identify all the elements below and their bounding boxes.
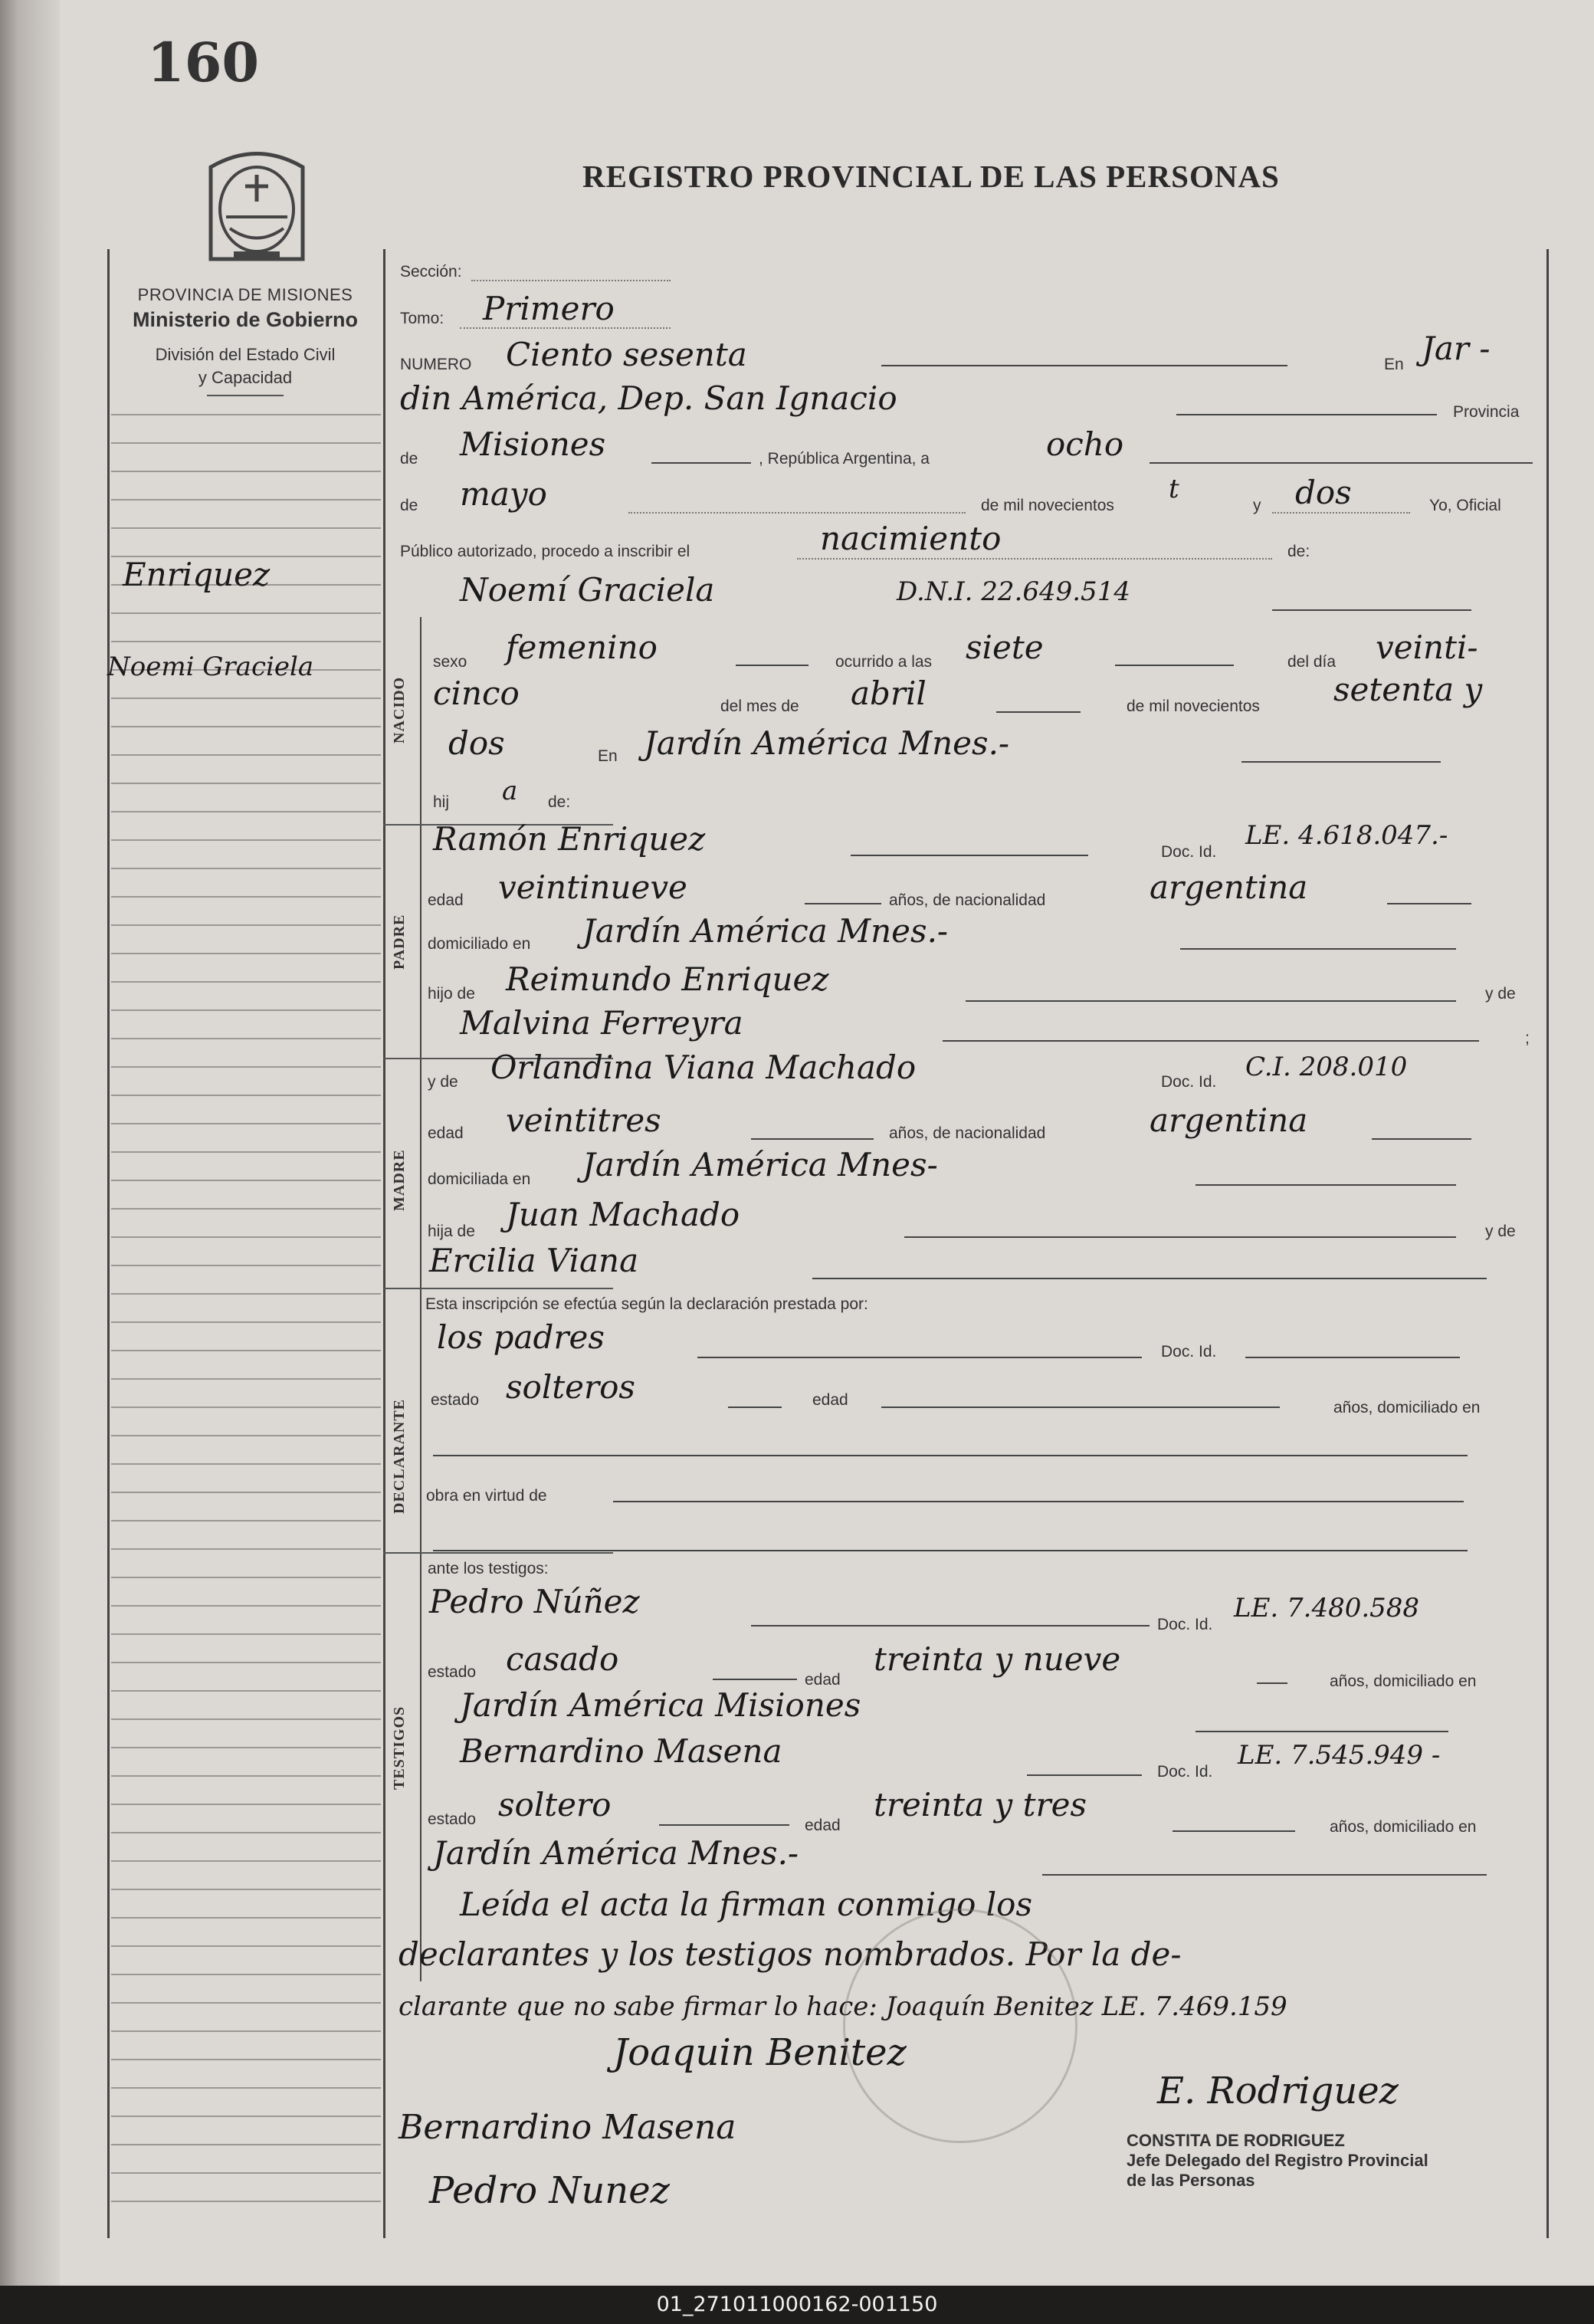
margin-rule-line (111, 1917, 381, 1919)
margin-rule-line (111, 1293, 381, 1295)
stamp-line2: Jefe Delegado del Registro Provincial (1127, 2151, 1428, 2170)
section-label-declarante: DECLARANTE (391, 1398, 408, 1514)
madre-dom-value: Jardín América Mnes- (582, 1146, 938, 1183)
margin-rule-line (111, 811, 381, 812)
hij-label: hij (433, 793, 450, 811)
header-underline (207, 395, 284, 396)
madre-hija-label: hija de (428, 1223, 475, 1240)
t2-estado-value: soltero (498, 1786, 612, 1823)
de-label-2: de (400, 497, 418, 514)
margin-rule-line (111, 1407, 381, 1408)
padre-padre-value: Reimundo Enriquez (506, 960, 829, 998)
numero-value: Ciento sesenta (506, 336, 747, 373)
t2-doc-value: LE. 7.545.949 - (1238, 1740, 1441, 1771)
margin-rule-line (111, 1662, 381, 1663)
margin-rule-line (111, 1378, 381, 1380)
padre-edad-label: edad (428, 891, 464, 909)
padre-nac-value: argentina (1150, 868, 1308, 906)
margin-note-given: Noemi Graciela (107, 652, 314, 682)
margin-rule-line (111, 1860, 381, 1862)
t1-estado-label: estado (428, 1663, 477, 1681)
cierre-line2: declarantes y los testigos nombrados. Por la de- (398, 1935, 1182, 1973)
signature-pedro: Pedro Nunez (429, 2169, 670, 2212)
ano-dos-value: dos (1295, 474, 1352, 511)
de-mil-label-2: de mil novecientos (1127, 698, 1260, 715)
padre-madre-value: Malvina Ferreyra (460, 1004, 743, 1042)
tomo-label: Tomo: (400, 310, 444, 327)
padre-dom-value: Jardín América Mnes.- (582, 912, 949, 950)
page-number: 160 (147, 31, 260, 94)
margin-rule-line (111, 2172, 381, 2174)
madre-nac-value: argentina (1150, 1101, 1308, 1139)
t2-anos-label: años, domiciliado en (1330, 1818, 1477, 1836)
en-value: Jar - (1422, 330, 1491, 367)
padre-dom-line (1180, 948, 1456, 950)
margin-rule-line (111, 953, 381, 954)
esta-inscripcion-label: Esta inscripción se efectúa según la declaración prestada por: (425, 1295, 868, 1313)
hija-a-value: a (502, 776, 518, 806)
nacido-nombre-line (1272, 609, 1471, 611)
madre-madre-line (812, 1278, 1487, 1279)
margin-rule-line (111, 868, 381, 869)
t2-nombre-line (1027, 1774, 1142, 1776)
hora-value: siete (966, 629, 1044, 666)
t2-nombre-value: Bernardino Masena (460, 1732, 782, 1770)
declarante-value: los padres (437, 1318, 605, 1356)
tomo-line (460, 327, 671, 329)
margin-rule-line (111, 726, 381, 727)
t1-dom-line (1196, 1731, 1448, 1732)
margin-rule-line (111, 612, 381, 614)
t1-doc-value: LE. 7.480.588 (1234, 1593, 1420, 1623)
madre-edad-value: veintitres (506, 1101, 661, 1139)
t2-doc-label: Doc. Id. (1157, 1763, 1213, 1781)
de-mil-label: de mil novecientos (981, 497, 1114, 514)
seccion-line (471, 280, 671, 281)
provincia-line (651, 462, 751, 464)
madre-doc-value: C.I. 208.010 (1245, 1052, 1408, 1082)
margin-rule-line (111, 442, 381, 444)
padre-nombre-value: Ramón Enriquez (433, 820, 706, 858)
margin-rule-line (111, 1208, 381, 1210)
header-ministry: Ministerio de Gobierno (132, 308, 359, 331)
margin-rule-line (111, 2144, 381, 2145)
margin-rule-line (111, 1435, 381, 1436)
t1-nombre-value: Pedro Núñez (429, 1583, 640, 1620)
en-label-2: En (598, 747, 618, 765)
margin-rule-line (111, 1350, 381, 1351)
de-label-1: de (400, 450, 418, 468)
padre-nombre-line (851, 855, 1088, 856)
padre-dom-label: domiciliado en (428, 935, 531, 953)
madre-padre-line (904, 1236, 1456, 1238)
margin-rule-line (111, 1236, 381, 1238)
margin-rule-line (111, 1066, 381, 1068)
acto-line (797, 558, 1272, 560)
obra-blank-line (433, 1550, 1468, 1551)
margin-rule-line (111, 1775, 381, 1777)
obra-line (613, 1501, 1464, 1502)
stamp-line1: CONSTITA DE RODRIGUEZ (1127, 2131, 1345, 2150)
padre-padre-line (966, 1000, 1456, 1002)
lugar-nac-value: Jardín América Mnes.- (644, 724, 1010, 762)
ante-testigos-label: ante los testigos: (428, 1560, 549, 1577)
margin-rule-line (111, 754, 381, 756)
en-label: En (1384, 356, 1404, 373)
madre-doc-label: Doc. Id. (1161, 1073, 1217, 1091)
margin-rule-line (111, 1945, 381, 1947)
fecha-dia-line (1150, 462, 1533, 464)
margin-rule-line (111, 1804, 381, 1805)
margin-rule-line (111, 527, 381, 529)
republica-label: , República Argentina, a (759, 450, 930, 468)
stamp-line3: de las Personas (1127, 2171, 1255, 2190)
t2-dom-value: Jardín América Mnes.- (433, 1834, 799, 1872)
obra-label: obra en virtud de (426, 1487, 547, 1505)
provincia-value: Misiones (460, 425, 606, 463)
lugar-value: din América, Dep. San Ignacio (400, 379, 897, 417)
margin-rule-line (111, 1520, 381, 1521)
margin-rule-line (111, 471, 381, 472)
numero-line (881, 365, 1287, 366)
margin-rule-line (111, 698, 381, 699)
acto-value: nacimiento (820, 520, 1002, 557)
mes-value: abril (851, 675, 927, 712)
margin-rule-line (111, 1123, 381, 1124)
t1-edad-value: treinta y nueve (874, 1640, 1121, 1678)
margin-rule-line (111, 1577, 381, 1578)
del-mes-label: del mes de (720, 698, 799, 715)
lugar-line (1176, 414, 1437, 415)
margin-rule-line (111, 1321, 381, 1323)
tomo-value: Primero (483, 290, 615, 327)
fecha-mes-value: mayo (460, 475, 547, 513)
margin-rule-line (111, 1605, 381, 1607)
publico-label: Público autorizado, procedo a inscribir el (400, 543, 690, 560)
padre-edad-line (805, 903, 881, 904)
t1-edad-line (1257, 1682, 1287, 1684)
margin-rule-line (111, 641, 381, 642)
t1-estado-value: casado (506, 1640, 619, 1678)
footer-id: 01_271011000162-001150 (0, 2286, 1594, 2324)
t2-estado-label: estado (428, 1810, 477, 1828)
madre-y-de-label: y de (428, 1073, 458, 1091)
padre-y-de-label: y de (1485, 985, 1516, 1003)
decl-anos-label: años, domiciliado en (1333, 1399, 1481, 1416)
hora-line (1115, 665, 1234, 666)
provincia-de-misiones-emblem-icon (192, 144, 322, 274)
header-division-line1: División del Estado Civil (155, 345, 336, 364)
nacido-dni-value: D.N.I. 22.649.514 (897, 576, 1130, 607)
madre-edad-line (751, 1138, 874, 1140)
madre-dom-line (1196, 1184, 1456, 1186)
decl-blank-line (433, 1455, 1468, 1456)
signature-joaquin: Joaquin Benitez (613, 2031, 907, 2074)
margin-rule-line (111, 414, 381, 415)
numero-label: NUMERO (400, 356, 472, 373)
ocurrido-label: ocurrido a las (835, 653, 933, 671)
column-rule (383, 249, 385, 2238)
section-label-testigos: TESTIGOS (391, 1705, 408, 1790)
margin-rule-line (111, 1690, 381, 1692)
decl-edad-line (881, 1407, 1280, 1408)
ano-t-value: t (1169, 474, 1179, 504)
signature-bernardino: Bernardino Masena (398, 2108, 736, 2147)
dia-value-b: cinco (433, 675, 520, 712)
nacido-nombre-value: Noemí Graciela (460, 571, 715, 609)
madre-anos-label: años, de nacionalidad (889, 1124, 1046, 1142)
book-binding-edge (0, 0, 60, 2286)
signature-official: E. Rodriguez (1157, 2070, 1399, 2112)
cierre-line3: clarante que no sabe firmar lo hace: Joaquín Benitez LE. 7.469.159 (398, 1991, 1287, 2022)
margin-rule-line (111, 2116, 381, 2117)
t1-edad-label: edad (805, 1671, 841, 1689)
margin-rule-line (111, 924, 381, 926)
margin-rule-line (111, 1889, 381, 1890)
del-dia-label: del día (1287, 653, 1337, 671)
margin-rule-line (111, 1832, 381, 1833)
margin-rule-line (111, 2087, 381, 2089)
ano-dos-line (1272, 512, 1410, 514)
decl-estado-label: estado (431, 1391, 480, 1409)
madre-dom-label: domiciliada en (428, 1170, 531, 1188)
margin-note-surname: Enriquez (123, 556, 271, 593)
ano-value-b: dos (448, 724, 505, 762)
margin-rule-line (111, 1974, 381, 1975)
declarante-doc-label: Doc. Id. (1161, 1343, 1217, 1361)
madre-nac-line (1372, 1138, 1471, 1140)
margin-rule-line (111, 2002, 381, 2004)
right-margin-rule (1546, 249, 1549, 2238)
sexo-value: femenino (506, 629, 658, 666)
section-label-madre: MADRE (391, 1149, 408, 1211)
section-rule (420, 617, 421, 1981)
margin-rule-line (111, 1492, 381, 1493)
seccion-label: Sección: (400, 263, 462, 281)
lugar-nac-line (1241, 761, 1441, 763)
t2-edad-line (1173, 1830, 1295, 1832)
official-seal-icon (843, 1909, 1077, 2143)
padre-nac-line (1387, 903, 1471, 904)
y-label: y (1253, 497, 1261, 514)
cierre-line1: Leída el acta la firman conmigo los (460, 1886, 1033, 1923)
section-label-nacido: NACIDO (391, 676, 408, 743)
sexo-line (736, 665, 808, 666)
t2-dom-line (1042, 1874, 1487, 1876)
margin-rule-line (111, 1038, 381, 1039)
padre-doc-label: Doc. Id. (1161, 843, 1217, 861)
t1-doc-label: Doc. Id. (1157, 1616, 1213, 1633)
madre-y-de-label-2: y de (1485, 1223, 1516, 1240)
margin-rule-line (111, 1265, 381, 1266)
margin-rule-line (111, 783, 381, 784)
section-label-padre: PADRE (391, 914, 408, 970)
madre-edad-label: edad (428, 1124, 464, 1142)
decl-edad-label: edad (812, 1391, 848, 1409)
madre-nombre-value: Orlandina Viana Machado (490, 1049, 917, 1086)
dia-value-a: veinti- (1376, 629, 1478, 666)
margin-rule-line (111, 2059, 381, 2060)
declarante-doc-line (1245, 1357, 1460, 1358)
ano-value-a: setenta y (1333, 671, 1483, 708)
declarante-line (697, 1357, 1142, 1358)
margin-rule-line (111, 981, 381, 983)
margin-rule-line (111, 1095, 381, 1096)
margin-rule-line (111, 2030, 381, 2032)
madre-padre-value: Juan Machado (506, 1196, 740, 1233)
fecha-dia-value: ocho (1046, 425, 1124, 463)
left-margin-rule (107, 249, 110, 2238)
margin-rule-line (111, 1463, 381, 1465)
margin-rule-line (111, 839, 381, 841)
hij-de-label: de: (548, 793, 571, 811)
padre-hijo-label: hijo de (428, 985, 475, 1003)
margin-rule-line (111, 1151, 381, 1153)
t1-anos-label: años, domiciliado en (1330, 1672, 1477, 1690)
yo-oficial-label: Yo, Oficial (1429, 497, 1501, 514)
decl-estado-line (728, 1407, 782, 1408)
t2-edad-label: edad (805, 1817, 841, 1834)
margin-rule-line (111, 1718, 381, 1720)
margin-rule-line (111, 1548, 381, 1550)
padre-semicolon: ; (1525, 1029, 1530, 1047)
padre-edad-value: veintinueve (498, 868, 687, 906)
margin-rule-line (111, 1009, 381, 1011)
mes-line (996, 711, 1081, 713)
margin-rule-line (111, 499, 381, 501)
provincia-label: Provincia (1453, 403, 1520, 421)
official-stamp (1127, 2131, 1428, 2191)
margin-rule-line (111, 1633, 381, 1635)
t1-dom-value: Jardín América Misiones (460, 1686, 861, 1724)
section-divider-decl-test (383, 1552, 613, 1554)
header-division (107, 343, 383, 389)
madre-madre-value: Ercilia Viana (429, 1242, 639, 1279)
t1-nombre-line (751, 1625, 1150, 1626)
margin-rule-line (111, 896, 381, 898)
decl-estado-value: solteros (506, 1368, 635, 1406)
margin-rule-line (111, 1747, 381, 1748)
fecha-mes-line (628, 512, 966, 514)
section-divider-madre-decl (383, 1288, 613, 1289)
sexo-label: sexo (433, 653, 467, 671)
padre-madre-line (943, 1040, 1479, 1042)
margin-rule-line (111, 2201, 381, 2202)
margin-rule-line (111, 1180, 381, 1181)
t2-estado-line (659, 1824, 789, 1826)
header-province: PROVINCIA DE MISIONES (137, 285, 353, 304)
padre-doc-value: LE. 4.618.047.- (1245, 820, 1448, 851)
padre-anos-label: años, de nacionalidad (889, 891, 1046, 909)
t1-estado-line (713, 1679, 797, 1680)
header-division-line2: y Capacidad (198, 368, 293, 387)
page-title: REGISTRO PROVINCIAL DE LAS PERSONAS (582, 159, 1280, 194)
t2-edad-value: treinta y tres (874, 1786, 1087, 1823)
de-colon-label: de: (1287, 543, 1310, 560)
